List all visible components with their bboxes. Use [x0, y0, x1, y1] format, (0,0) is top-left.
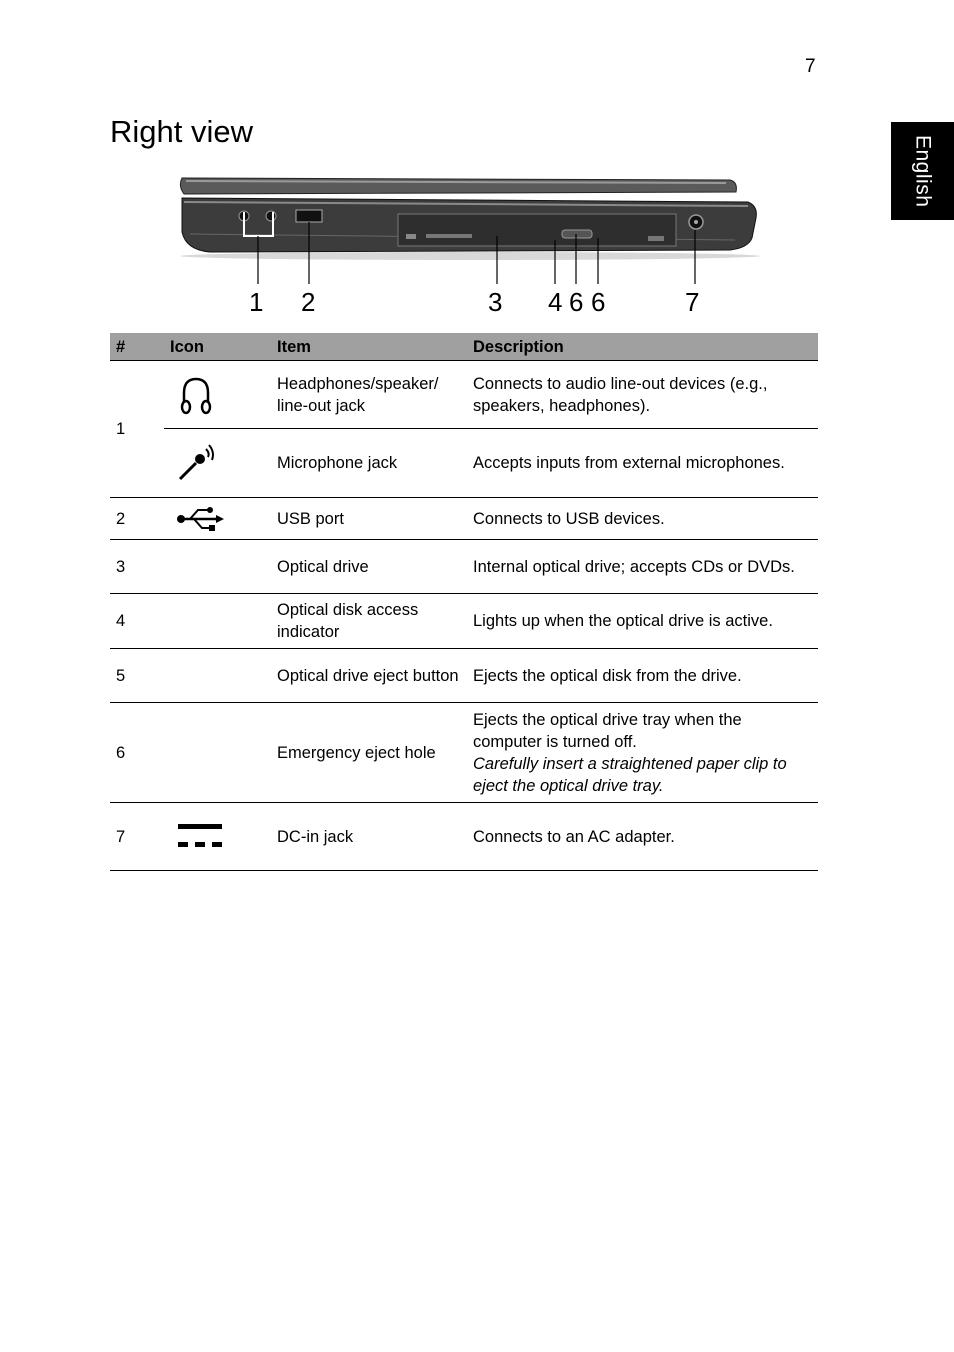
- table-row: [110, 594, 818, 649]
- row-num: 4: [110, 594, 164, 649]
- table-row: [110, 649, 818, 703]
- row-description: Connects to USB devices.: [467, 498, 818, 540]
- table-header-row: [110, 333, 818, 361]
- row-note: Carefully insert a straightened paper clip to eject the optical drive tray.: [473, 754, 787, 795]
- row-item: Optical drive: [271, 540, 467, 594]
- icon-cell: [164, 498, 271, 540]
- microphone-icon: [176, 443, 216, 483]
- row-item: Optical drive eject button: [271, 649, 467, 703]
- row-item: Microphone jack: [271, 429, 467, 498]
- header-icon: Icon: [164, 333, 271, 361]
- icon-cell: [164, 649, 271, 703]
- callout-4: 4: [548, 287, 563, 317]
- row-item: Emergency eject hole: [271, 703, 467, 803]
- row-num: 7: [110, 803, 164, 871]
- icon-cell: [164, 540, 271, 594]
- page-title: Right view: [110, 114, 253, 149]
- callout-1: 1: [249, 287, 264, 317]
- row-item: DC-in jack: [271, 803, 467, 871]
- icon-cell: [164, 361, 271, 429]
- row-description-cell: [467, 703, 818, 803]
- row-num: 5: [110, 649, 164, 703]
- table-row: [110, 540, 818, 594]
- dc-in-icon: [176, 822, 224, 852]
- row-item: Optical disk access indicator: [271, 594, 467, 649]
- page-number: 7: [805, 56, 816, 77]
- row-description: Ejects the optical drive tray when the computer is turned off.: [473, 710, 742, 751]
- usb-icon: [176, 506, 226, 532]
- header-num: #: [110, 333, 164, 361]
- row-num: 2: [110, 498, 164, 540]
- icon-cell: [164, 703, 271, 803]
- headphones-icon: [176, 373, 216, 417]
- icon-cell: [164, 803, 271, 871]
- row-description: Connects to audio line-out devices (e.g., speakers, headphones).: [467, 361, 818, 429]
- row-description: Connects to an AC adapter.: [467, 803, 818, 871]
- row-item: USB port: [271, 498, 467, 540]
- callout-6a: 6: [569, 287, 584, 317]
- row-description: Ejects the optical disk from the drive.: [467, 649, 818, 703]
- table-row: [110, 703, 818, 803]
- language-tab: [891, 122, 954, 220]
- row-item: Headphones/speaker/ line-out jack: [271, 361, 467, 429]
- icon-cell: [164, 429, 271, 498]
- table-row: [110, 498, 818, 540]
- row-description: Internal optical drive; accepts CDs or DVDs.: [467, 540, 818, 594]
- callout-6b: 6: [591, 287, 606, 317]
- callout-2: 2: [301, 287, 316, 317]
- row-num: 6: [110, 703, 164, 803]
- row-description: Accepts inputs from external microphones.: [467, 429, 818, 498]
- table-row: [110, 361, 818, 429]
- row-description: Lights up when the optical drive is active.: [467, 594, 818, 649]
- header-description: Description: [467, 333, 818, 361]
- row-num: 1: [110, 361, 164, 498]
- callout-3: 3: [488, 287, 503, 317]
- header-item: Item: [271, 333, 467, 361]
- table-row: [110, 803, 818, 871]
- table-row: [110, 429, 818, 498]
- ports-table: [110, 333, 818, 871]
- callout-7: 7: [685, 287, 700, 317]
- row-num: 3: [110, 540, 164, 594]
- icon-cell: [164, 594, 271, 649]
- language-tab-label: English: [911, 134, 935, 208]
